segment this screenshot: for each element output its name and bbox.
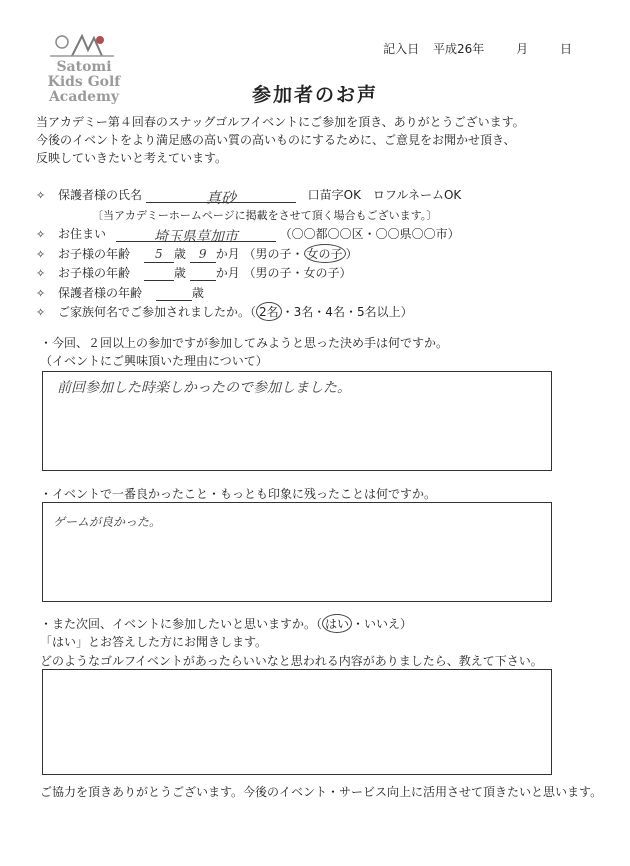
guardian-age-label: 保護者様の年齢 (58, 286, 143, 300)
years-unit: 歳 (191, 286, 204, 300)
intro-line-1: 当アカデミー第４回春のスナッグゴルフイベントにご参加を頂き、ありがとうございます。 (36, 115, 525, 129)
family-open: （ (250, 305, 257, 319)
address-field[interactable]: 埼玉県草加市 (116, 226, 276, 242)
months-unit: か月 (215, 247, 240, 261)
child-age-months-field-2[interactable] (190, 265, 216, 281)
q1-text: ・今回、２回以上の参加ですが参加してみようと思った決め手は何ですか。 (40, 336, 449, 350)
gender-open: （男の子・ (243, 247, 304, 261)
q2-answer-box[interactable] (42, 502, 552, 602)
q3-text: ・また次回、イベントに参加したいと思いますか。（ (40, 617, 323, 631)
gender-options-2[interactable]: （男の子・女の子） (243, 266, 352, 280)
q1-answer-text: 前回参加した時楽しかったので参加しました。 (57, 380, 351, 396)
q3-line-2: 「はい」とお答えした方にお聞きします。 (40, 635, 268, 649)
family-count-selected[interactable]: 2名 (256, 302, 282, 321)
page-title: 参加者のお声 (251, 84, 378, 106)
guardian-name-field[interactable]: 真砂 (146, 187, 296, 203)
date-month-unit: 月 (516, 42, 529, 56)
footer-thanks: ご協力を頂きありがとうございます。今後のイベント・サービス向上に活用させて頂きたいと思います。 (40, 785, 603, 799)
intro-line-2: 今後のイベントをより満足感の高い質の高いものにするために、ご意見をお聞かせ頂き、 (36, 133, 516, 147)
guardian-age-field[interactable] (156, 285, 192, 301)
gender-close: ） (345, 247, 358, 261)
years-unit: 歳 (173, 247, 186, 261)
family-count-row (36, 302, 413, 321)
child-age-label-2: お子様の年齢 (58, 266, 131, 280)
intro-line-3: 反映していきたいと考えています。 (36, 151, 228, 165)
entry-date (377, 40, 572, 57)
diamond-icon: ✧ (36, 189, 46, 202)
address-label: お住まい (58, 227, 107, 241)
name-option-fullname[interactable]: ロフルネームOK (372, 188, 462, 202)
golf-logo-icon (42, 30, 122, 58)
child-age-row-2 (36, 264, 352, 281)
logo-text-kids-golf: Kids Golf (47, 74, 121, 90)
date-year-unit: 年 (472, 42, 485, 56)
q2-text: ・イベントで一番良かったこと・もっとも印象に残ったことは何ですか。 (40, 487, 437, 501)
q3-row (40, 614, 412, 633)
guardian-name-label: 保護者様の氏名 (58, 188, 143, 202)
child-age-years-field-2[interactable] (144, 265, 174, 281)
address-row (36, 225, 460, 245)
q2-answer-text: ゲームが良かった。 (53, 515, 162, 529)
child-age-years-field-1[interactable]: 5 (144, 247, 174, 263)
diamond-icon: ✧ (36, 287, 46, 300)
date-year: 26 (457, 42, 473, 56)
diamond-icon: ✧ (36, 228, 46, 241)
q3-no-option[interactable]: ・いいえ） (352, 617, 413, 631)
q3-line-3: どのようなゴルフイベントがあったらいいなと思われる内容がありましたら、教えて下さい。 (40, 654, 543, 668)
q3-answer-box[interactable] (42, 669, 552, 775)
address-hint: （〇〇都〇〇区・〇〇県〇〇市） (279, 227, 460, 241)
hp-note: 〔当アカデミーホームページに掲載をさせて頂く場合もございます。〕 (92, 209, 438, 222)
diamond-icon: ✧ (36, 306, 46, 319)
q1-answer-box[interactable] (42, 371, 552, 471)
logo-text-academy: Academy (48, 89, 120, 105)
family-count-options[interactable]: ・3名・4名・5名以上） (281, 305, 413, 319)
date-label: 記入日 (383, 42, 420, 56)
family-count-label: ご家族何名でご参加されましたか。 (58, 305, 251, 319)
diamond-icon: ✧ (36, 248, 46, 261)
name-option-surname[interactable]: 口苗字OK (307, 188, 361, 202)
guardian-age-row (36, 284, 204, 301)
gender-girl-selected[interactable]: 女の子 (304, 244, 346, 263)
q1-subtext: （イベントにご興味頂いた理由について） (40, 354, 268, 368)
child-age-row-1 (36, 244, 358, 263)
years-unit: 歳 (173, 266, 186, 280)
logo-text-satomi: Satomi (56, 59, 112, 75)
q3-yes-selected[interactable]: はい (322, 614, 352, 633)
guardian-name-row (36, 186, 462, 207)
date-era: 平成 (433, 42, 458, 56)
months-unit: か月 (215, 266, 240, 280)
child-age-months-field-1[interactable]: 9 (190, 247, 216, 263)
diamond-icon: ✧ (36, 267, 46, 280)
child-age-label-1: お子様の年齢 (58, 247, 131, 261)
date-day-unit: 日 (559, 42, 572, 56)
